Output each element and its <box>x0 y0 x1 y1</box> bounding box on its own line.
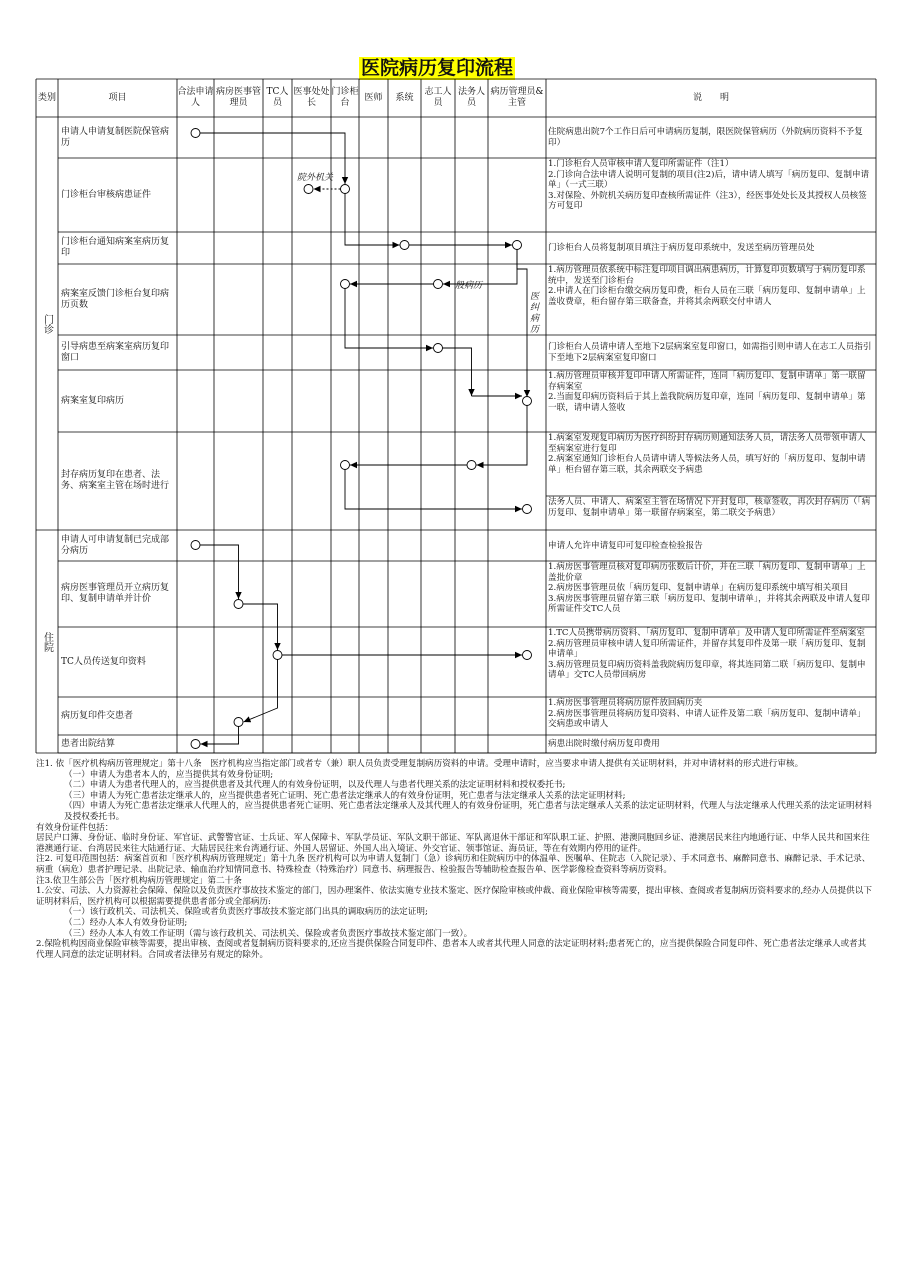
row-item: 引导病患至病案室病历复印窗口 <box>61 341 170 363</box>
flow-node <box>234 718 243 727</box>
footnote-line: 1.公安、司法、人力资源社会保障、保险以及负责医疗事故技术鉴定的部门，因办理案件、依法实施专业技术鉴定、医疗保险审核或仲裁、商业保险审核等需要，提出审核、查阅或者复制病历资料要求的,经办人员提供以下证明材料后，医疗机构可以根据需要提供患者部分或全部病历: <box>36 886 872 907</box>
row-description <box>546 264 876 335</box>
label-dispute-record: 医纠病历 <box>529 292 539 335</box>
flow-node <box>523 397 532 406</box>
header-role: 医师 <box>364 92 383 103</box>
header-role: TC人员 <box>266 87 289 108</box>
footnote-line: （二）申请人为患者代理人的，应当提供患者及其代理人的有效身份证明，以及代理人与患者代理关系的法定证明材料和授权委托书; <box>64 780 566 791</box>
header-role: 志工人员 <box>424 87 452 108</box>
footnotes <box>36 759 872 960</box>
row-item: 门诊柜台通知病案室病历复印 <box>61 237 170 258</box>
footnote-line: （一）该行政机关、司法机关、保险或者负责医疗事故技术鉴定部门出具的调取病历的法定证明; <box>64 907 428 918</box>
header-category: 类别 <box>37 92 56 103</box>
header-role: 系统 <box>395 92 414 103</box>
header-role: 法务人员 <box>457 87 485 108</box>
description-line: 1.病房医事管理员核对复印病历张数后计价，并在三联「病历复印、复制申请单」上盖批价章 <box>548 562 866 583</box>
footnote-line: 注1. 依「医疗机构病历管理规定」第十八条 医疗机构应当指定部门或者专（兼）职人员负责受理复制病历资料的申请。受理申请时，应当要求申请人提供有关证明材料，并对申请材料的形式进行审核。 <box>36 759 804 769</box>
description-line: 申请人允许申请复印可复印检查检验报告 <box>548 540 703 551</box>
description-line: 2.病案室通知门诊柜台人员请申请人等候法务人员，填写好的「病历复印、复制申请单」柜台留存第三联，其余两联交予病患 <box>548 454 866 475</box>
footnote-line: 有效身份证件包括： <box>36 822 114 833</box>
description-line: 病患出院时缴付病历复印费用 <box>548 739 660 750</box>
page-title: 医院病历复印流程 <box>361 57 514 79</box>
row-item: 病历复印件交患者 <box>61 710 134 721</box>
label-outside-agency: 院外机关 <box>297 173 334 183</box>
flow-arrow <box>443 348 472 396</box>
header-role: 合法申请人 <box>177 87 214 108</box>
row-item: 病案室复印病历 <box>61 395 125 406</box>
footnote-line: （三）经办人本人有效工作证明（需与该行政机关、司法机关、保险或者负责医疗事故技术鉴定部门一致）。 <box>64 928 473 939</box>
flow-node <box>273 651 282 660</box>
flow-node <box>341 280 350 289</box>
row-item: 封存病历复印在患者、法务、病案室主管在场时进行 <box>61 470 170 491</box>
flow-node <box>191 129 200 138</box>
flow-node <box>523 651 532 660</box>
description-line: 2.病房医事管理员依「病历复印、复制申请单」在病历复印系统中填写相关项目 <box>548 583 849 594</box>
footnote-line: （二）经办人本人有效身份证明; <box>64 917 188 928</box>
flow-arrow <box>345 194 400 246</box>
flow-arrow <box>345 289 433 349</box>
footnote-line: （三）申请人为死亡患者法定继承人的，应当提供患者死亡证明、死亡患者法定继承人的有效身份证明，死亡患者与法定继承人关系的法定证明材料; <box>64 790 626 801</box>
description-line: 住院病患出院7个工作日后可申请病历复制，限医院保管病历（外院病历资料不予复印） <box>548 127 863 148</box>
description-line: 2.申请人在门诊柜台缴交病历复印费，柜台人员在三联「病历复印、复制申请单」上盖收费章，柜台留存第三联备查，并将其余两联交付申请人 <box>548 286 866 307</box>
flow-node <box>400 241 409 250</box>
description-line: 1.病历管理员依系统中标注复印项目调出病患病历，计算复印页数填写于病历复印系统中，发送至门诊柜台 <box>548 265 866 286</box>
row-description <box>546 627 876 697</box>
row-description-2 <box>546 496 876 530</box>
header-role: 病历管理员&主管 <box>490 87 544 108</box>
row-description <box>546 735 876 753</box>
footnote-line: （一）申请人为患者本人的，应当提供其有效身份证明; <box>64 769 274 780</box>
description-line: 1.病历管理员审核并复印申请人所需证件，连同「病历复印、复制申请单」第一联留存病案室 <box>548 371 866 392</box>
flow-arrow <box>200 545 239 599</box>
description-line: 2.病房医事管理员将病历复印资料、申请人证件及第二联「病历复印、复制申请单」交病患或申请人 <box>548 708 866 730</box>
footnote-line: 注3.依卫生部公告「医疗机构病历管理规定」第二十条 <box>36 875 242 886</box>
header-description: 说 明 <box>692 92 729 103</box>
flow-node <box>304 185 313 194</box>
row-description <box>546 561 876 627</box>
row-description <box>546 530 876 561</box>
row-description <box>546 697 876 735</box>
category-outpatient: 门诊 <box>41 313 53 334</box>
footnote-line: 2.保险机构因商业保险审核等需要，提出审核、查阅或者复制病历资料要求的,还应当提供保险合同复印件、患者本人或者其代理人同意的法定证明材料;患者死亡的，应当提供保险合同复印件、死亡患者法定继承人或者其代理人同意的法定证明材料。合同或者法律另有规定的除外。 <box>36 939 867 960</box>
flow-node <box>467 461 476 470</box>
description-line: 门诊柜台人员将复制项目填注于病历复印系统中，发送至病历管理员处 <box>548 243 815 254</box>
description-line: 门诊柜台人员请申请人至地下2层病案室复印窗口，如需指引则申请人在志工人员指引下至地下2层病案室复印窗口 <box>548 342 872 363</box>
flow-node <box>513 241 522 250</box>
description-line: 3.病历管理员复印病历资料盖我院病历复印章，将其连同第二联「病历复印、复制申请单」交TC人员带回病房 <box>548 659 866 681</box>
category-inpatient: 住院 <box>41 631 53 652</box>
header-item: 项目 <box>108 92 127 103</box>
description-line: 3.对保险、外院机关病历复印查核所需证件（注3），经医事处处长及其授权人员核签方可复印 <box>548 190 867 212</box>
row-item: 病案室反馈门诊柜台复印病历页数 <box>61 288 170 310</box>
flow-node <box>191 740 200 749</box>
flow-node <box>341 461 350 470</box>
description-line: 3.病房医事管理员留存第三联「病历复印、复制申请单」，并将其余两联及申请人复印所需证件交TC人员 <box>548 593 870 615</box>
header-role: 医事处处长 <box>293 87 330 108</box>
header-role: 病房医事管理员 <box>215 87 261 108</box>
row-description <box>546 158 876 232</box>
row-description <box>546 232 876 264</box>
flow-node <box>234 600 243 609</box>
flow-arrow <box>477 406 528 466</box>
row-description <box>546 370 876 432</box>
flow-node <box>434 280 443 289</box>
flow-node <box>191 541 200 550</box>
label-general-record: 一般病历 <box>446 281 483 291</box>
row-description <box>546 117 876 158</box>
row-description <box>546 335 876 370</box>
row-item: 申请人可申请复制已完成部分病历 <box>61 534 170 556</box>
row-item: 门诊柜台审核病患证件 <box>61 189 152 200</box>
flow-arrow <box>517 250 527 398</box>
row-item: 病房医事管理员开立病历复印、复制申请单并计价 <box>61 583 170 604</box>
flow-node <box>341 185 350 194</box>
row-item: TC人员传送复印资料 <box>61 656 146 667</box>
footnote-line: （四）申请人为死亡患者法定继承人代理人的，应当提供患者死亡证明、死亡患者法定继承人及其代理人的有效身份证明，死亡患者与法定继承人关系的法定证明材料，代理人与法定继承人代理关系的法定证明材料及授权委托书。 <box>64 801 872 822</box>
row-item: 申请人申请复制医院保管病历 <box>61 126 170 148</box>
flow-arrow <box>244 660 278 723</box>
description-line: 2.当面复印病历资料后于其上盖我院病历复印章，连同「病历复印、复制申请单」第一联，请申请人签收 <box>548 392 866 413</box>
description-line: 2.门诊向合法申请人说明可复制的项目(注2)后，请申请人填写「病历复印、复制申请单」（一式三联） <box>548 169 870 191</box>
description-line: 法务人员、申请人、病案室主管在场情况下开封复印，核章签收，再次封存病历（「病历复印、复制申请单」第一联留存病案室，第二联交予病患） <box>548 497 871 518</box>
row-item: 患者出院结算 <box>61 738 116 749</box>
description-line: 2.病历管理员审核申请人复印所需证件，并留存其复印件及第一联「病历复印、复制申请单」 <box>548 638 866 660</box>
footnote-line: 居民户口簿、身份证、临时身份证、军官证、武警警官证、士兵证、军人保障卡、军队学员证、军队文职干部证、军队离退休干部证和军队职工证、护照、港澳同胞回乡证、港澳居民来往内地通行证、中华人民共和国来往港澳通行证、台湾居民来往大陆通行证、大陆居民往来台湾通行证、外国人居留证、外国人出入境证、外交官证、领事馆证、海员证，等在有效期内停用的证件。 <box>36 833 870 854</box>
flow-arrow <box>345 470 522 510</box>
description-line: 1.病房医事管理员将病历原件放回病历夹 <box>548 698 703 708</box>
description-line: 1.病案室发现复印病历为医疗纠纷封存病历则通知法务人员，请法务人员带领申请人至病案室进行复印 <box>548 433 866 454</box>
row-description <box>546 432 876 496</box>
flow-node <box>523 505 532 514</box>
footnote-line: 注2. 可复印范围包括：病案首页和「医疗机构病历管理规定」第十九条 医疗机构可以为申请人复制门（急）诊病历和住院病历中的体温单、医嘱单、住院志（入院记录）、手术同意书、麻醉同意书、麻醉记录、手术记录、病重（病危）患者护理记录、出院记录、输血治疗知情同意书、特殊检查（特殊治疗）同意书、病理报告、检验报告等辅助检查报告单、医学影像检查资料等病历资料。 <box>36 854 871 875</box>
flow-node <box>434 344 443 353</box>
description-line: 1.TC人员携带病历资料、「病历复印、复制申请单」及申请人复印所需证件至病案室 <box>548 628 865 638</box>
header-role: 门诊柜台 <box>331 87 359 108</box>
description-line: 1.门诊柜台人员审核申请人复印所需证件（注1） <box>548 159 734 169</box>
